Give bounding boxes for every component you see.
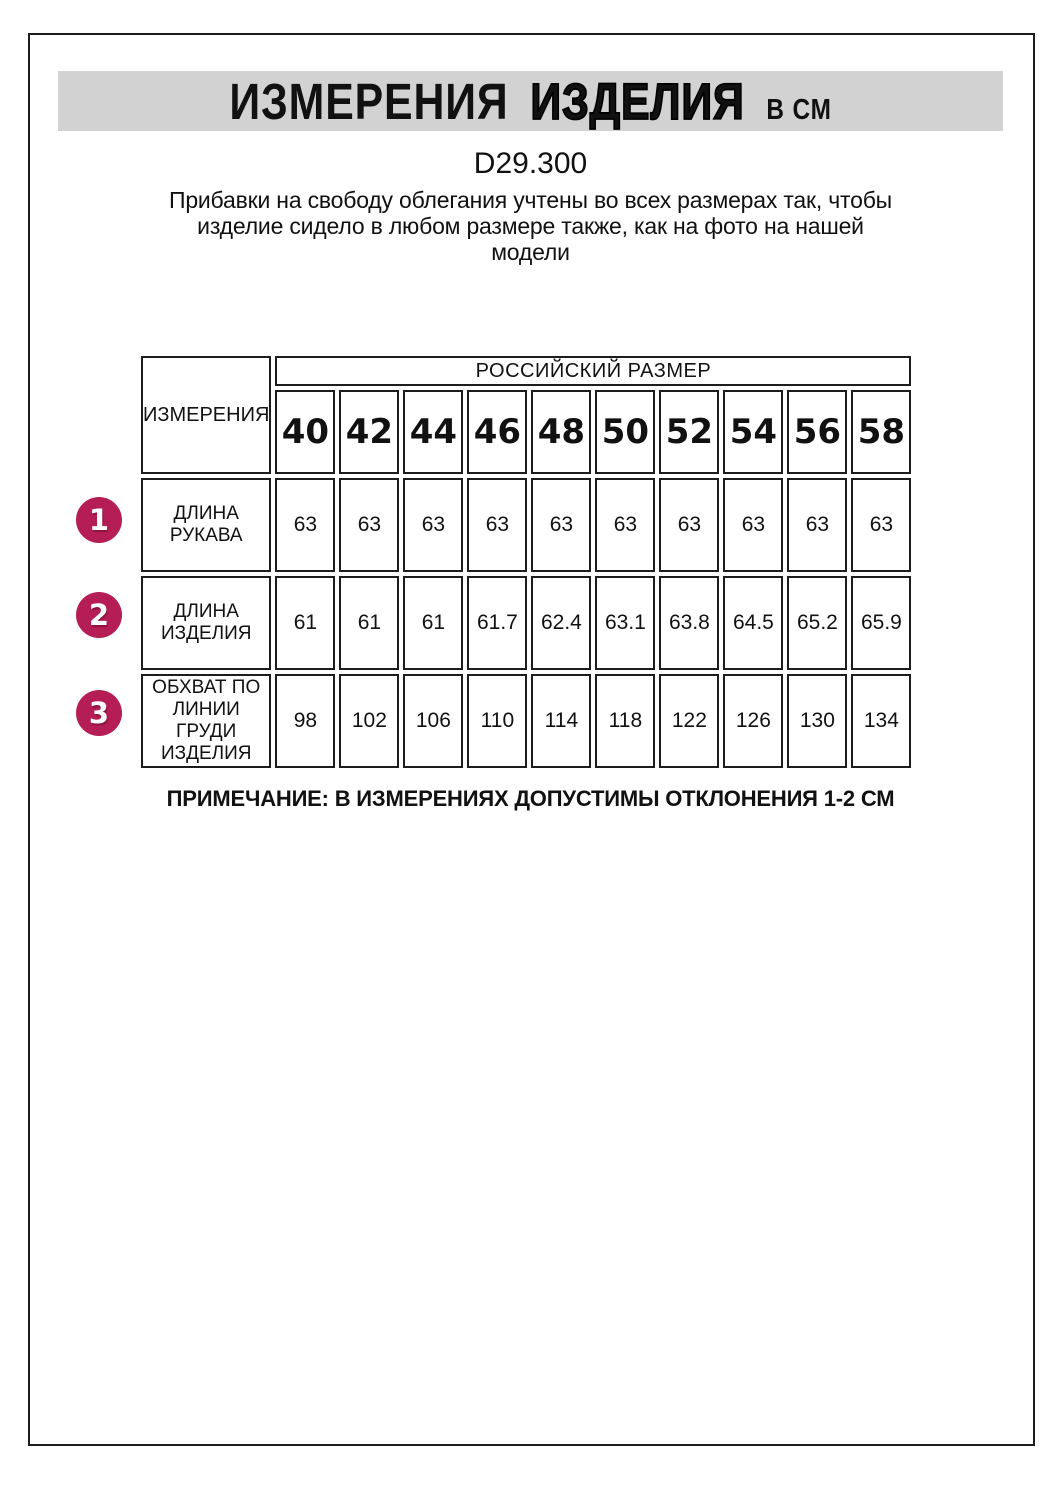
measurement-value-cell: 114 [531,674,591,768]
measurement-value-cell: 61 [403,576,463,670]
measurement-value-cell: 63 [531,478,591,572]
row-marker-badge-2: 2 [76,592,122,638]
size-column-header: 40 [275,390,335,474]
measurement-value-cell: 63 [659,478,719,572]
intro-text [0,187,1061,265]
measurement-value-cell: 65.2 [787,576,847,670]
measurement-value-cell: 130 [787,674,847,768]
group-header-row [141,356,911,386]
measurement-value-cell: 110 [467,674,527,768]
measurement-value-cell: 63 [467,478,527,572]
title-unit-cm: В СМ [766,93,832,126]
measurement-value-cell: 63 [787,478,847,572]
measurement-value-cell: 62.4 [531,576,591,670]
measurement-value-cell: 63 [403,478,463,572]
size-column-header: 48 [531,390,591,474]
page-title [229,72,831,131]
measurement-value-cell: 122 [659,674,719,768]
measurement-value-cell: 63.1 [595,576,655,670]
title-word-measurements: ИЗМЕРЕНИЯ [229,72,509,130]
table-row-product-length [141,576,911,670]
table-corner-label: ИЗМЕРЕНИЯ [141,356,271,474]
measurement-value-cell: 65.9 [851,576,911,670]
table-row-chest-girth [141,674,911,768]
size-column-header: 46 [467,390,527,474]
row-marker-badge-1: 1 [76,497,122,543]
measurement-label: ДЛИНА РУКАВА [141,478,271,572]
title-word-product: ИЗДЕЛИЯ [530,72,745,130]
size-column-header: 44 [403,390,463,474]
measurement-value-cell: 63 [595,478,655,572]
measurement-value-cell: 63 [275,478,335,572]
measurement-value-cell: 63 [851,478,911,572]
size-column-header: 42 [339,390,399,474]
measurement-value-cell: 106 [403,674,463,768]
title-bar [58,71,1003,131]
measurement-value-cell: 63 [339,478,399,572]
model-code: D29.300 [473,147,588,180]
russian-size-group-header: РОССИЙСКИЙ РАЗМЕР [275,356,911,386]
measurement-value-cell: 61.7 [467,576,527,670]
measurement-value-cell: 118 [595,674,655,768]
measurement-label: ДЛИНА ИЗДЕЛИЯ [141,576,271,670]
measurement-value-cell: 63.8 [659,576,719,670]
measurement-value-cell: 126 [723,674,783,768]
measurement-label: ОБХВАТ ПО ЛИНИИ ГРУДИ ИЗДЕЛИЯ [141,674,271,768]
measurement-value-cell: 134 [851,674,911,768]
table-row-sleeve-length [141,478,911,572]
size-column-header: 54 [723,390,783,474]
row-marker-badge-3: 3 [76,690,122,736]
measurement-value-cell: 61 [339,576,399,670]
measurement-value-cell: 61 [275,576,335,670]
size-column-header: 56 [787,390,847,474]
size-column-header: 58 [851,390,911,474]
tolerance-note: ПРИМЕЧАНИЕ: В ИЗМЕРЕНИЯХ ДОПУСТИМЫ ОТКЛОНЕНИЯ 1-2 СМ [166,786,895,811]
measurement-value-cell: 64.5 [723,576,783,670]
measurement-value-cell: 63 [723,478,783,572]
intro-line: изделие сидело в любом размере также, как на фото на нашей [197,213,864,239]
size-column-header: 52 [659,390,719,474]
measurement-value-cell: 98 [275,674,335,768]
size-table [137,352,915,772]
intro-line: Прибавки на свободу облегания учтены во всех размерах так, чтобы [168,187,892,213]
size-column-header: 50 [595,390,655,474]
measurement-value-cell: 102 [339,674,399,768]
intro-line: модели [491,239,570,265]
